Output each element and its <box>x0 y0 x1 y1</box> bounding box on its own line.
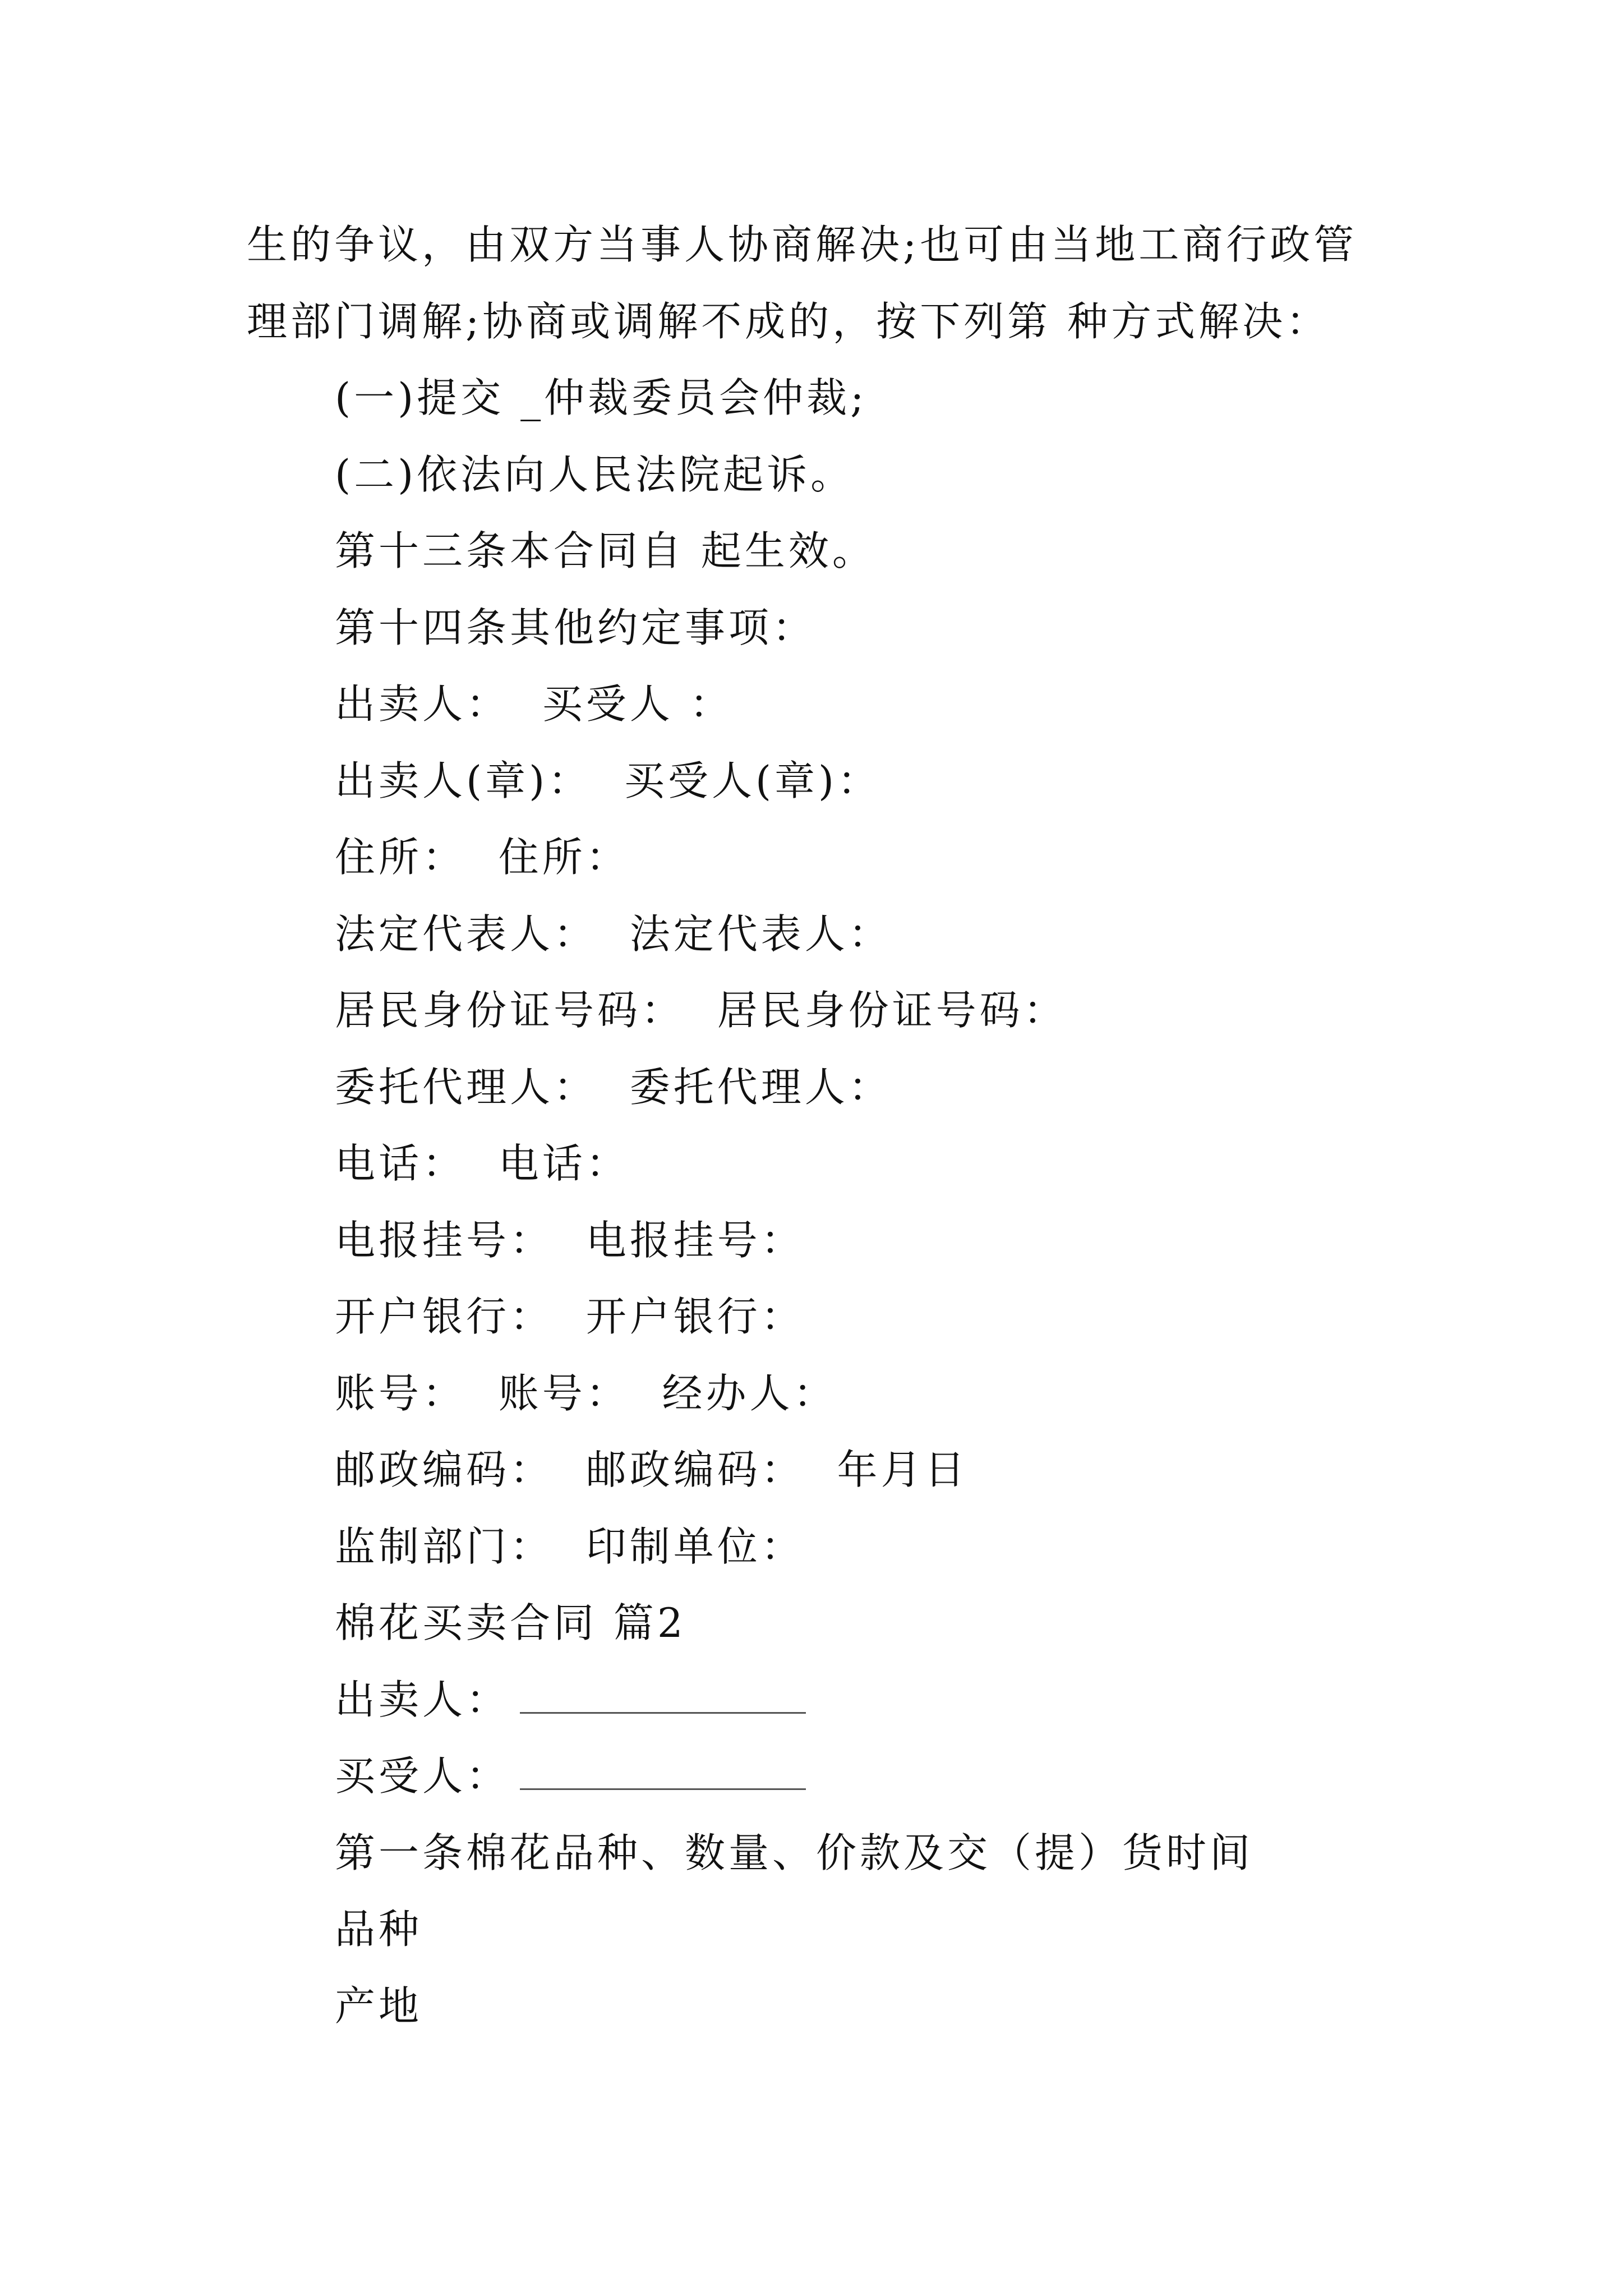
supervisor-line: 监制部门： 印制单位： <box>335 1523 805 1570</box>
id-number-line: 居民身份证号码： 居民身份证号码： <box>335 987 1067 1034</box>
seller-label: 出卖人： <box>335 1676 510 1723</box>
paragraph-line: 生的争议，由双方当事人协商解决;也可由当地工商行政管 <box>247 221 1358 268</box>
address-line: 住所： 住所： <box>335 834 630 881</box>
paragraph-line: 理部门调解;协商或调解不成的，按下列第 种方式解决： <box>247 298 1330 345</box>
telegraph-line: 电报挂号： 电报挂号： <box>335 1217 805 1264</box>
litigation-option: (二)依法向人民法院起诉。 <box>335 451 855 498</box>
variety-label: 品种 <box>335 1906 423 1953</box>
agent-line: 委托代理人： 委托代理人： <box>335 1064 892 1111</box>
seal-line: 出卖人(章)： 买受人(章)： <box>335 757 882 804</box>
party-line: 出卖人： 买受人 ： <box>335 680 734 728</box>
seller-blank <box>520 1711 806 1714</box>
seller-field <box>335 1676 806 1723</box>
buyer-field <box>335 1752 806 1800</box>
arbitration-option: (一)提交 _仲裁委员会仲裁; <box>335 374 868 421</box>
article-1: 第一条棉花品种、数量、价款及交（提）货时间 <box>335 1829 1254 1876</box>
article-13: 第十三条本合同自 起生效。 <box>335 527 876 574</box>
phone-line: 电话： 电话： <box>335 1140 630 1187</box>
account-line: 账号： 账号： 经办人： <box>335 1370 837 1417</box>
article-14: 第十四条其他约定事项： <box>335 604 817 651</box>
buyer-label: 买受人： <box>335 1752 510 1800</box>
postcode-line: 邮政编码： 邮政编码： 年月日 <box>335 1446 969 1493</box>
legal-rep-line: 法定代表人： 法定代表人： <box>335 910 892 958</box>
bank-line: 开户银行： 开户银行： <box>335 1293 805 1340</box>
origin-label: 产地 <box>335 1982 423 2030</box>
buyer-blank <box>520 1787 806 1790</box>
section-heading: 棉花买卖合同 篇2 <box>335 1599 686 1646</box>
